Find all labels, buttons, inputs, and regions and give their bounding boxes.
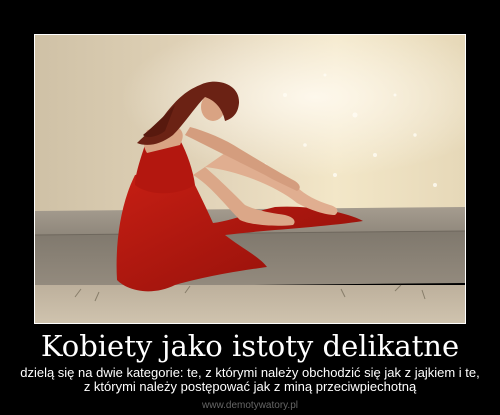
sea-glare [35, 35, 465, 213]
poster-subtitle [10, 366, 490, 394]
photo [34, 34, 466, 324]
photo-illustration [35, 35, 465, 323]
site-watermark: www.demotywatory.pl [202, 400, 298, 411]
subtitle-line-2: z którymi należy postępować jak z miną przeciwpiechotną [83, 379, 417, 394]
sand [35, 285, 465, 323]
poster-title: Kobiety jako istoty delikatne [40, 329, 460, 363]
subtitle-line-1: dzielą się na dwie kategorie: te, z którymi należy obchodzić się jak z jajkiem i te, [20, 365, 480, 380]
